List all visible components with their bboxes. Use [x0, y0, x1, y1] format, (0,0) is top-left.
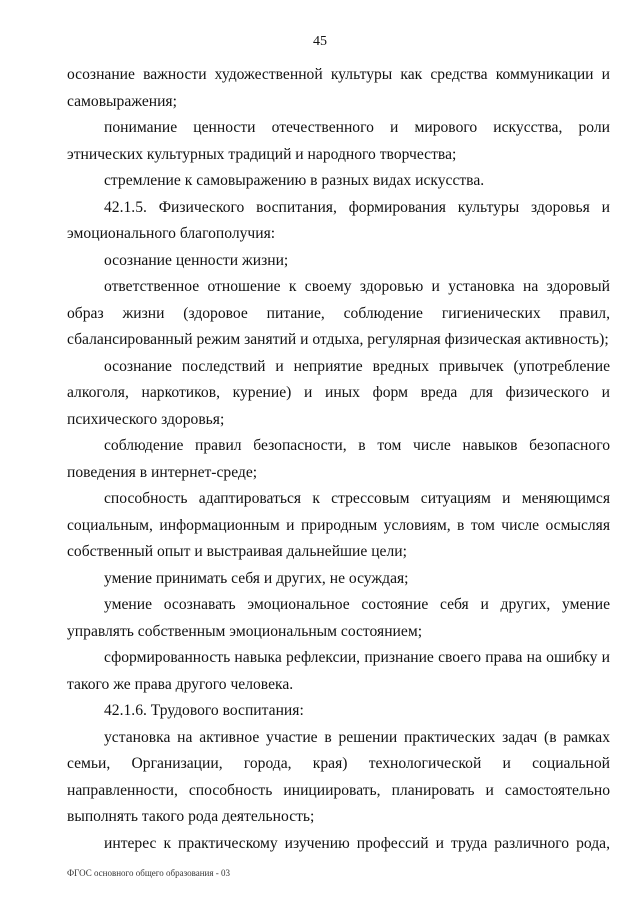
paragraph: стремление к самовыражению в разных видах искусства.: [104, 172, 485, 189]
page-number: 45: [313, 34, 327, 49]
paragraph: понимание ценности отечественного и мирового искусства, роли этнических культурных традиций и народного творчества;: [67, 119, 610, 163]
paragraph: осознание последствий и неприятие вредных привычек (употребление алкоголя, наркотиков, курение) и иных форм вреда для физического и психического здоровья;: [67, 357, 610, 428]
paragraph: ответственное отношение к своему здоровью и установка на здоровый образ жизни (здоровое питание, соблюдение гигиенических правил, сбалансированный режим занятий и отдыха, регулярная физическая активность);: [67, 278, 610, 348]
paragraph: умение осознавать эмоциональное состояние себя и других, умение управлять собственным эмоциональным состоянием;: [67, 596, 610, 640]
paragraph: установка на активное участие в решении практических задач (в рамках семьи, Организации, города, края) технологической и социальной направленности, способность инициировать, планировать и самостоятельно выполнять такого рода деятельность;: [67, 728, 610, 825]
paragraph: способность адаптироваться к стрессовым ситуациям и меняющимся социальным, информационным и природным условиям, в том числе осмысляя собственный опыт и выстраивая дальнейшие цели;: [67, 490, 610, 560]
document-body: [67, 62, 610, 857]
paragraph: осознание ценности жизни;: [104, 251, 289, 269]
paragraph: соблюдение правил безопасности, в том числе навыков безопасного поведения в интернет-среде;: [67, 437, 610, 481]
footer-text: ФГОС основного общего образования - 03: [67, 868, 230, 878]
paragraph: осознание важности художественной культуры как средства коммуникации и самовыражения;: [67, 66, 610, 110]
paragraph: умение принимать себя и других, не осуждая;: [104, 569, 409, 587]
section-heading-42-1-5: 42.1.5. Физического воспитания, формирования культуры здоровья и эмоционального благополучия:: [67, 198, 610, 242]
paragraph: сформированность навыка рефлексии, признание своего права на ошибку и такого же права другого человека.: [67, 649, 610, 693]
section-heading-42-1-6: 42.1.6. Трудового воспитания:: [104, 702, 304, 719]
paragraph: интерес к практическому изучению профессий и труда различного рода,: [104, 834, 610, 852]
